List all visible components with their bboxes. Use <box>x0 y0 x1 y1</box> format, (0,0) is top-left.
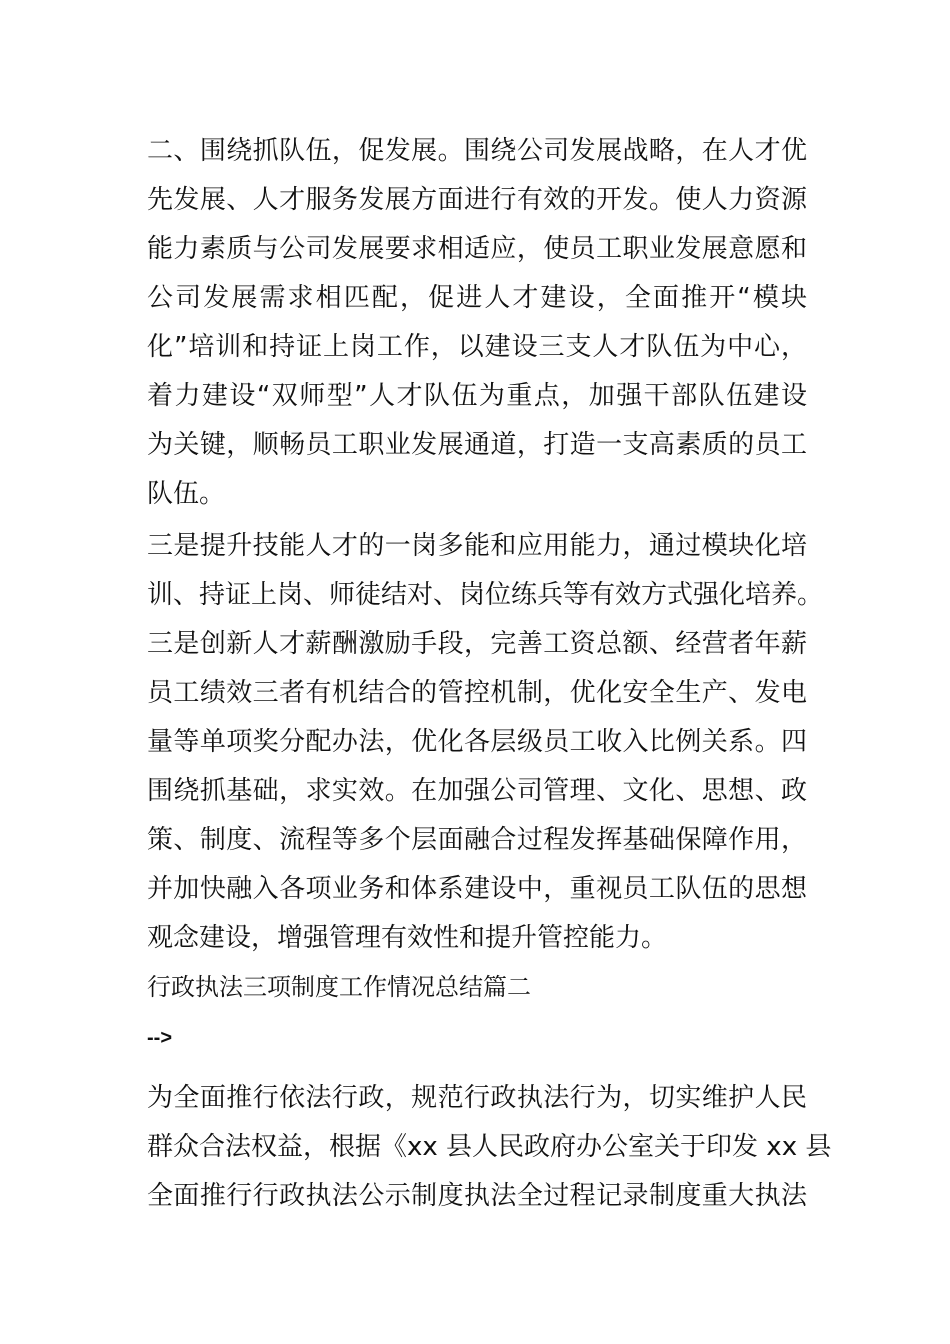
paragraph-line: 全面推行行政执法公示制度执法全过程记录制度重大执法 <box>147 1181 807 1211</box>
paragraph-line: 为全面推行依法行政，规范行政执法行为，切实维护人民 <box>147 1083 807 1113</box>
paragraph-line: 二、围绕抓队伍，促发展。围绕公司发展战略，在人才优 <box>147 136 807 166</box>
paragraph-line: 三是提升技能人才的一岗多能和应用能力，通过模块化培 <box>147 531 807 561</box>
paragraph-line: 并加快融入各项业务和体系建设中，重视员工队伍的思想 <box>147 874 807 904</box>
paragraph-line: 能力素质与公司发展要求相适应，使员工职业发展意愿和 <box>147 234 807 264</box>
paragraph-line: 观念建设，增强管理有效性和提升管控能力。 <box>147 923 668 953</box>
paragraph-line: 策、制度、流程等多个层面融合过程发挥基础保障作用， <box>147 825 807 855</box>
paragraph-line: 先发展、人才服务发展方面进行有效的开发。使人力资源 <box>147 185 807 215</box>
paragraph-line: 为关键，顺畅员工职业发展通道，打造一支高素质的员工 <box>147 430 807 460</box>
paragraph-line: 围绕抓基础，求实效。在加强公司管理、文化、思想、政 <box>147 776 807 806</box>
paragraph-line: 化”培训和持证上岗工作，以建设三支人才队伍为中心， <box>147 332 807 362</box>
paragraph-line: 员工绩效三者有机结合的管控机制，优化安全生产、发电 <box>147 678 807 708</box>
paragraph-line: 量等单项奖分配办法，优化各层级员工收入比例关系。四 <box>147 727 807 757</box>
paragraph-line: 队伍。 <box>147 479 226 509</box>
paragraph-line: 训、持证上岗、师徒结对、岗位练兵等有效方式强化培养。 <box>147 580 824 610</box>
paragraph-line: 三是创新人才薪酬激励手段，完善工资总额、经营者年薪 <box>147 629 807 659</box>
paragraph-line: 着力建设“双师型”人才队伍为重点，加强干部队伍建设 <box>147 381 807 411</box>
paragraph-line: 群众合法权益，根据《xx 县人民政府办公室关于印发 xx 县 <box>147 1132 832 1162</box>
section-heading: 行政执法三项制度工作情况总结篇二 <box>147 973 531 1001</box>
comment-marker: --> <box>147 1027 172 1049</box>
paragraph-line: 公司发展需求相匹配，促进人才建设，全面推开“模块 <box>147 283 807 313</box>
